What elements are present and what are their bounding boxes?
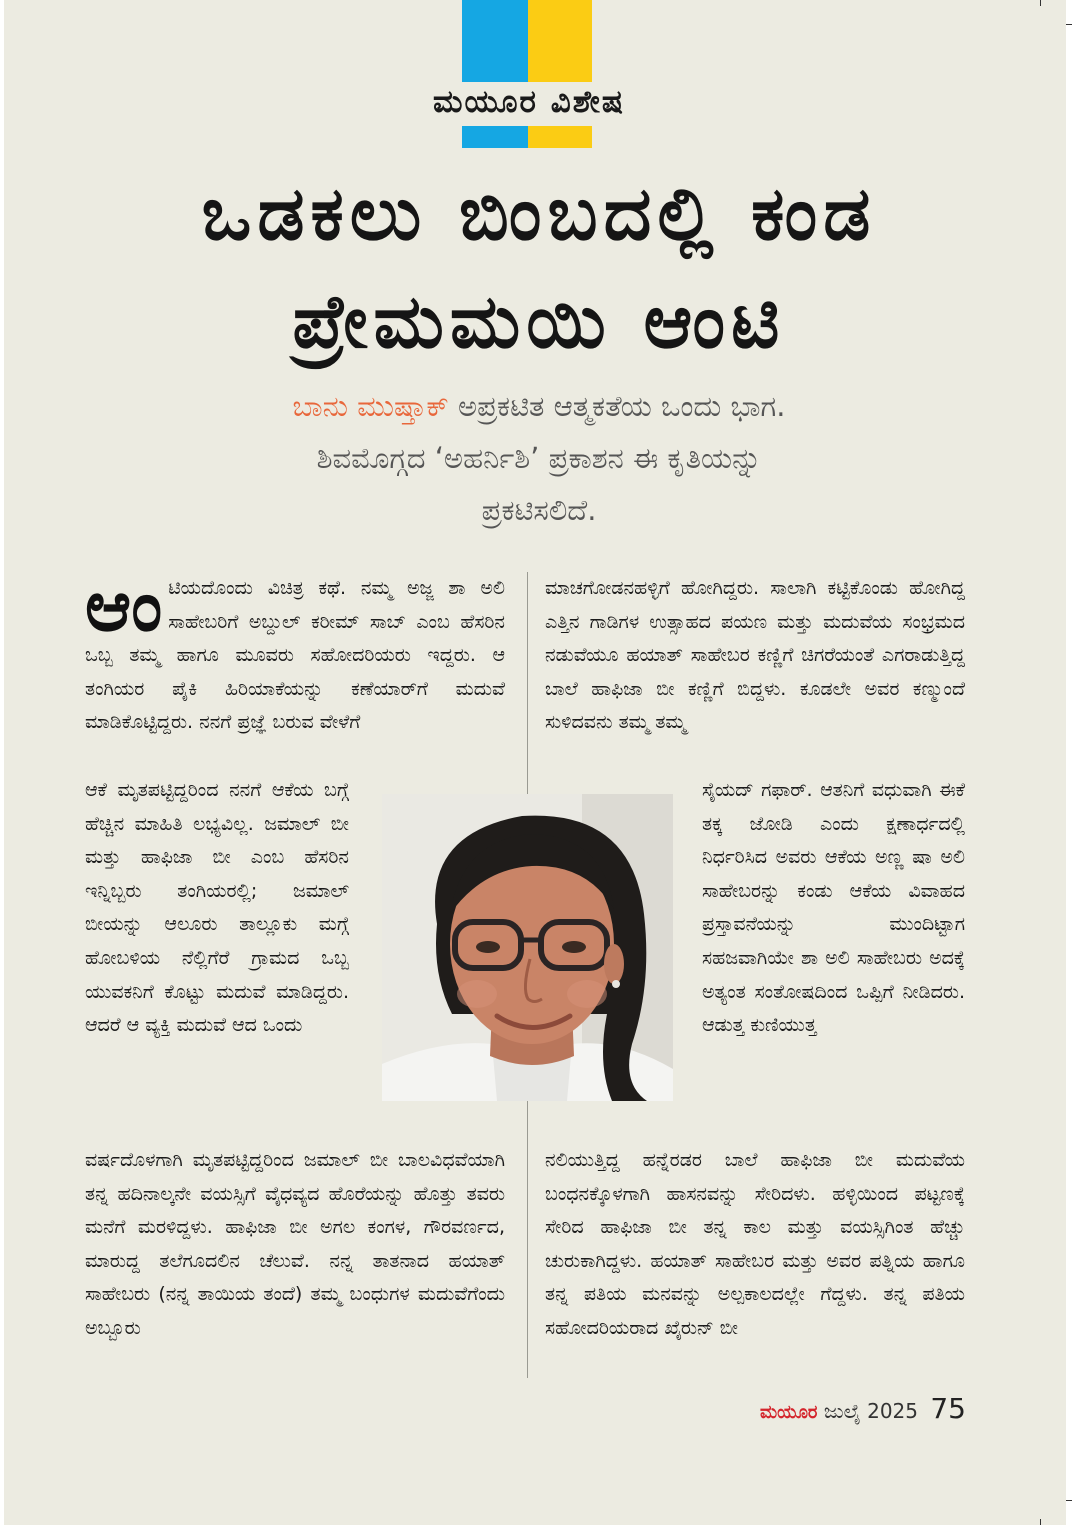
deck-line-3: ಪ್ರಕಟಿಸಲಿದೆ. [481, 493, 597, 527]
magazine-page [4, 0, 1066, 1525]
right-column-narrow [702, 774, 965, 1144]
portrait-illustration [382, 794, 673, 1101]
right-column-bottom [545, 1144, 965, 1380]
left-column-top [85, 572, 505, 774]
deck-line-2: ಶಿವಮೊಗ್ಗದ ‘ಅಹರ್ನಿಶಿ’ ಪ್ರಕಾಶನ ಈ ಕೃತಿಯನ್ನು [316, 441, 762, 475]
deck [144, 380, 934, 536]
body-text-right-bottom: ನಲಿಯುತ್ತಿದ್ದ ಹನ್ನೆರಡರ ಬಾಲೆ ಹಾಫಿಜಾ ಬೀ ಮದುವೆಯ ಬಂಧನಕ್ಕೊಳಗಾಗಿ ಹಾಸನವನ್ನು ಸೇರಿದಳು. ಹಳ್ಳಿಯಿಂದ ಪಟ್ಟಣಕ್ಕೆ ಸೇರಿದ ಹಾಫಿಜಾ ಬೀ ತನ್ನ ಕಾಲ ಮತ್ತು ವಯಸ್ಸಿಗಿಂತ ಹೆಚ್ಚು ಚುರುಕಾಗಿದ್ದಳು. ಹಯಾತ್ ಸಾಹೇಬರ ಮತ್ತು ಅವರ ಪತ್ನಿಯ ಹಾಗೂ ತನ್ನ ಪತಿಯ ಮನವನ್ನು ಅಲ್ಪಕಾಲದಲ್ಲೇ ಗೆದ್ದಳು. ತನ್ನ ಪತಿಯ ಸಹೋದರಿಯರಾದ ಖೈರುನ್ ಬೀ [545, 1149, 965, 1339]
flag-yellow-bar [528, 126, 592, 148]
deck-line-1 [144, 380, 934, 432]
footer-year: 2025 [867, 1399, 918, 1423]
body-text-left-bottom: ವರ್ಷದೊಳಗಾಗಿ ಮೃತಪಟ್ಟಿದ್ದರಿಂದ ಜಮಾಲ್ ಬೀ ಬಾಲವಿಧವೆಯಾಗಿ ತನ್ನ ಹದಿನಾಲ್ಕನೇ ವಯಸ್ಸಿಗೆ ವೈಧವ್ಯದ ಹೊರೆಯನ್ನು ಹೊತ್ತು ತವರು ಮನೆಗೆ ಮರಳಿದ್ದಳು. ಹಾಫಿಜಾ ಬೀ ಅಗಲ ಕಂಗಳ, ಗೌರವರ್ಣದ, ಮಾರುದ್ದ ತಲೆಗೂದಲಿನ ಚೆಲುವೆ. ನನ್ನ ತಾತನಾದ ಹಯಾತ್ ಸಾಹೇಬರು (ನನ್ನ ತಾಯಿಯ ತಂದೆ) ತಮ್ಮ ಬಂಧುಗಳ ಮದುವೆಗೆಂದು ಅಬ್ಬೂರು [85, 1149, 505, 1339]
section-flag-bottom [462, 126, 592, 148]
body-text-left-narrow: ಆಕೆ ಮೃತಪಟ್ಟಿದ್ದರಿಂದ ನನಗೆ ಆಕೆಯ ಬಗ್ಗೆ ಹೆಚ್ಚಿನ ಮಾಹಿತಿ ಲಭ್ಯವಿಲ್ಲ. ಜಮಾಲ್ ಬೀ ಮತ್ತು ಹಾಫಿಜಾ ಬೀ ಎಂಬ ಹೆಸರಿನ ಇನ್ನಿಬ್ಬರು ತಂಗಿಯರಲ್ಲಿ; ಜಮಾಲ್ ಬೀಯನ್ನು ಆಲೂರು ತಾಲ್ಲೂಕು ಮಗ್ಗೆ ಹೋಬಳಿಯ ನೆಲ್ಲಿಗೆರೆ ಗ್ರಾಮದ ಒಬ್ಬ ಯುವಕನಿಗೆ ಕೊಟ್ಟು ಮದುವೆ ಮಾಡಿದ್ದರು. ಆದರೆ ಆ ವ್ಯಕ್ತಿ ಮದುವೆ ಆದ ಒಂದು [85, 779, 349, 1037]
headline-line-1: ಒಡಕಲು ಬಿಂಬದಲ್ಲಿ ಕಂಡ [201, 171, 877, 257]
drop-cap: ಆಂ [85, 572, 163, 647]
crop-mark [1066, 1500, 1072, 1501]
crop-mark [1066, 24, 1072, 25]
deck-line-1-rest: ಅಪ್ರಕಟಿತ ಆತ್ಮಕತೆಯ ಒಂದು ಭಾಗ. [448, 389, 786, 423]
left-column-narrow [85, 774, 349, 1144]
body-text-left-top: ಟಿಯದೊಂದು ವಿಚಿತ್ರ ಕಥೆ. ನಮ್ಮ ಅಜ್ಜ ಶಾ ಅಲಿ ಸಾಹೇಬರಿಗೆ ಅಬ್ದುಲ್ ಕರೀಮ್ ಸಾಬ್ ಎಂಬ ಹೆಸರಿನ ಒಬ್ಬ ತಮ್ಮ ಹಾಗೂ ಮೂವರು ಸಹೋದರಿಯರು ಇದ್ದರು. ಆ ತಂಗಿಯರ ಪೈಕಿ ಹಿರಿಯಾಕೆಯನ್ನು ಕಣೆಯಾರ್‌ಗೆ ಮದುವೆ ಮಾಡಿಕೊಟ್ಟಿದ್ದರು. ನನಗೆ ಪ್ರಜ್ಞೆ ಬರುವ ವೇಳೆಗೆ [85, 577, 505, 734]
headline [64, 160, 1014, 376]
author-portrait [382, 794, 673, 1101]
footer-month: ಜುಲೈ [823, 1399, 861, 1423]
right-column-top [545, 572, 965, 774]
page-footer [704, 1392, 966, 1425]
author-name: ಬಾನು ಮುಷ್ತಾಕ್ [292, 389, 449, 423]
flag-blue-block [462, 0, 528, 82]
headline-line-2: ಪ್ರೇಮಮಯಿ ಆಂಟಿ [292, 279, 786, 365]
flag-blue-bar [462, 126, 528, 148]
crop-mark [1040, 1519, 1041, 1525]
crop-mark [1040, 0, 1041, 6]
flag-yellow-block [528, 0, 592, 82]
section-flag-top [462, 0, 592, 82]
body-text-right-top: ಮಾಚಗೋಡನಹಳ್ಳಿಗೆ ಹೋಗಿದ್ದರು. ಸಾಲಾಗಿ ಕಟ್ಟಿಕೊಂಡು ಹೋಗಿದ್ದ ಎತ್ತಿನ ಗಾಡಿಗಳ ಉತ್ಸಾಹದ ಪಯಣ ಮತ್ತು ಮದುವೆಯ ಸಂಭ್ರಮದ ನಡುವೆಯೂ ಹಯಾತ್ ಸಾಹೇಬರ ಕಣ್ಣಿಗೆ ಚಿಗರೆಯಂತೆ ಎಗರಾಡುತ್ತಿದ್ದ ಬಾಲೆ ಹಾಫಿಜಾ ಬೀ ಕಣ್ಣಿಗೆ ಬಿದ್ದಳು. ಕೂಡಲೇ ಅವರ ಕಣ್ಮುಂದೆ ಸುಳಿದವನು ತಮ್ಮ ತಮ್ಮ [545, 577, 965, 734]
footer-brand-logo: ಮಯೂರ [760, 1402, 818, 1423]
left-column-bottom [85, 1144, 505, 1380]
section-label: ಮಯೂರ ವಿಶೇಷ [433, 84, 625, 120]
page-number: 75 [930, 1392, 966, 1425]
body-text-right-narrow: ಸೈಯದ್ ಗಫಾರ್. ಆತನಿಗೆ ವಧುವಾಗಿ ಈಕೆ ತಕ್ಕ ಜೋಡಿ ಎಂದು ಕ್ಷಣಾರ್ಧದಲ್ಲಿ ನಿರ್ಧರಿಸಿದ ಅವರು ಆಕೆಯ ಅಣ್ಣ ಷಾ ಅಲಿ ಸಾಹೇಬರನ್ನು ಕಂಡು ಆಕೆಯ ವಿವಾಹದ ಪ್ರಸ್ತಾವನೆಯನ್ನು ಮುಂದಿಟ್ಟಾಗ ಸಹಜವಾಗಿಯೇ ಶಾ ಅಲಿ ಸಾಹೇಬರು ಅದಕ್ಕೆ ಅತ್ಯಂತ ಸಂತೋಷದಿಂದ ಒಪ್ಪಿಗೆ ನೀಡಿದರು. ಆಡುತ್ತ ಕುಣಿಯುತ್ತ [702, 779, 965, 1037]
